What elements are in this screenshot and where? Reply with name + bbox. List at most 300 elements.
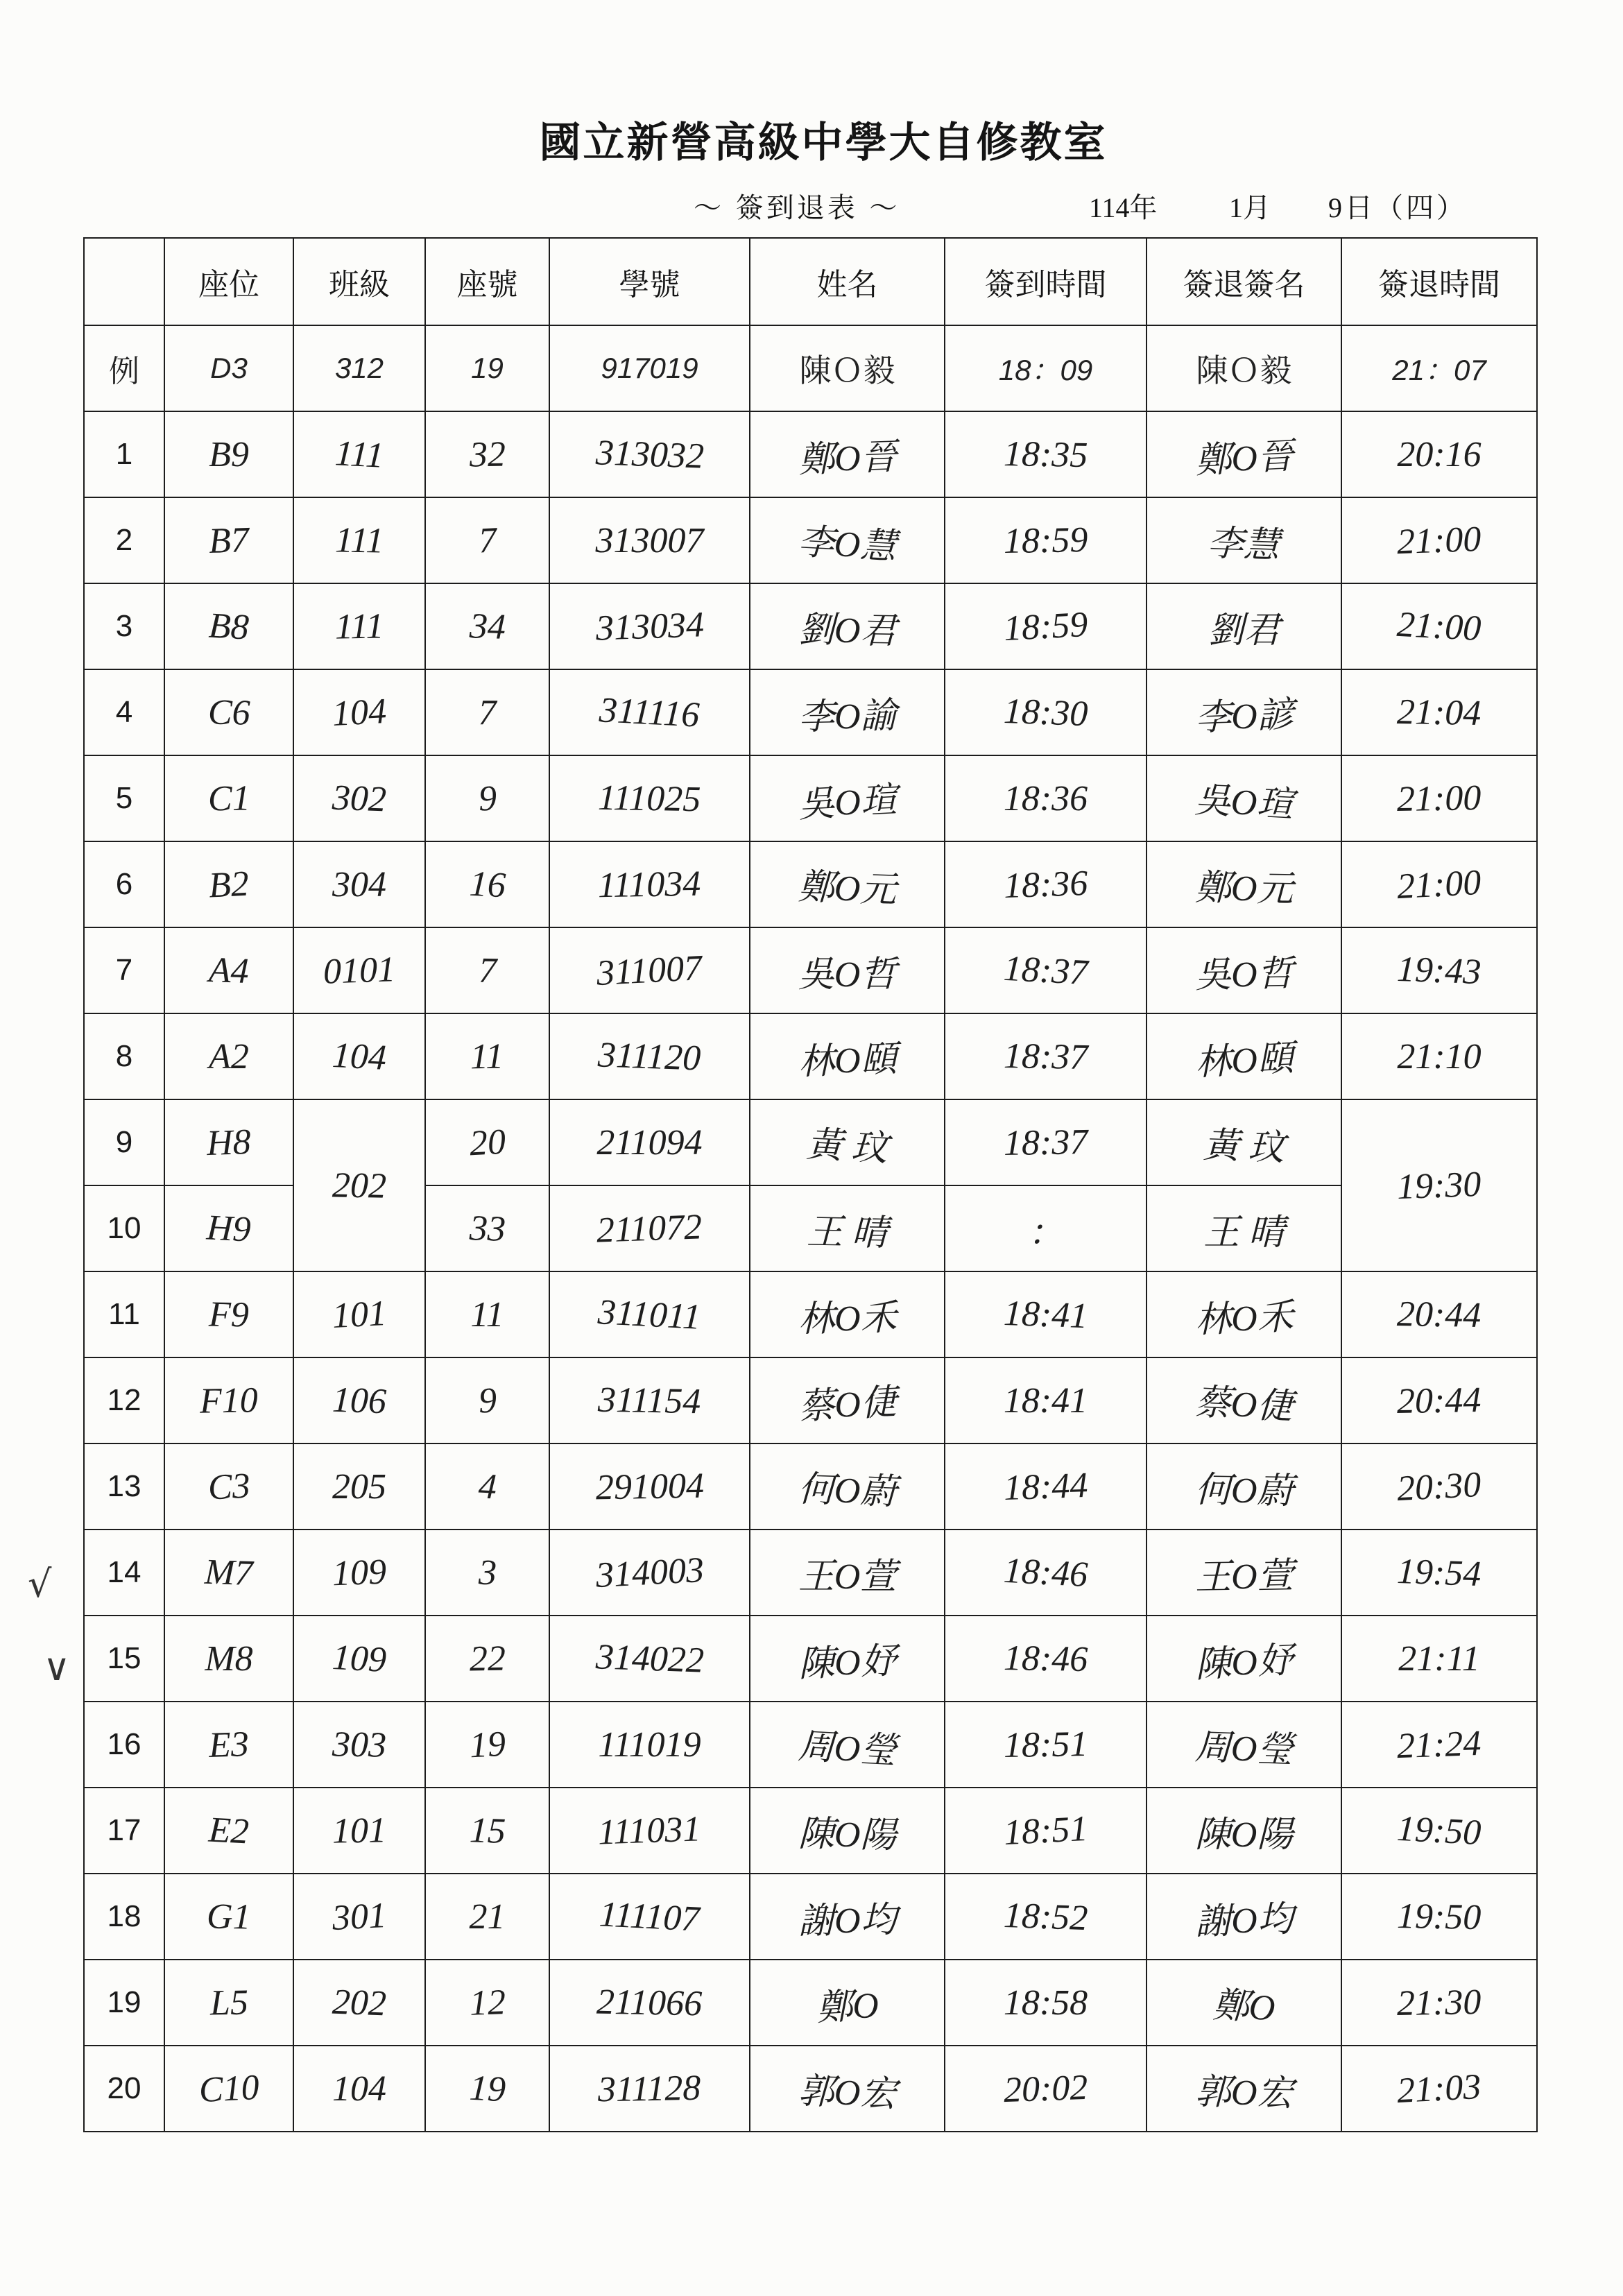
sign-in-time-cell bbox=[945, 2046, 1147, 2132]
table-row bbox=[84, 1530, 1537, 1616]
sign-out-signature-handwriting: 謝O均 bbox=[1194, 1899, 1294, 1942]
seat-handwriting: B2 bbox=[207, 864, 250, 905]
table-row bbox=[84, 1099, 1537, 1185]
student-id-cell bbox=[549, 1443, 750, 1530]
name-cell bbox=[750, 1960, 945, 2046]
table-row bbox=[84, 841, 1537, 927]
seat-handwriting: B8 bbox=[207, 606, 250, 647]
seat-handwriting: M7 bbox=[204, 1552, 254, 1593]
row-number-cell: 12 bbox=[84, 1357, 164, 1443]
student-id-cell bbox=[549, 1530, 750, 1616]
sign-out-signature-cell bbox=[1147, 583, 1341, 669]
table-row bbox=[84, 1874, 1537, 1960]
table-row bbox=[84, 2046, 1537, 2132]
sign-in-time-cell bbox=[945, 1185, 1147, 1271]
class-cell bbox=[293, 497, 425, 583]
sign-in-time-cell bbox=[945, 841, 1147, 927]
seat-cell bbox=[164, 1874, 293, 1960]
sign-out-signature-cell bbox=[1147, 1099, 1341, 1185]
table-row bbox=[84, 1443, 1537, 1530]
class-cell bbox=[293, 1357, 425, 1443]
sign-out-time-handwriting: 21:24 bbox=[1396, 1723, 1482, 1766]
seat-number-handwriting: 7 bbox=[478, 950, 497, 991]
sign-out-time-cell bbox=[1341, 669, 1537, 755]
example-seat: D3 bbox=[164, 325, 293, 411]
seat-number-handwriting: 34 bbox=[468, 606, 506, 647]
name-handwriting: 劉O君 bbox=[798, 610, 897, 651]
sign-in-time-cell bbox=[945, 497, 1147, 583]
student-id-cell bbox=[549, 1874, 750, 1960]
row-number-cell: 14 bbox=[84, 1530, 164, 1616]
class-cell bbox=[293, 1099, 425, 1271]
form-subtitle: ～ 簽到退表 ～ bbox=[694, 192, 900, 224]
table-row bbox=[84, 1616, 1537, 1702]
example-seat-number: 19 bbox=[425, 325, 549, 411]
class-cell bbox=[293, 927, 425, 1013]
student-id-cell bbox=[549, 841, 750, 927]
sign-in-time-handwriting: 18:52 bbox=[1002, 1895, 1089, 1938]
name-handwriting: 王O萱 bbox=[798, 1557, 897, 1597]
example-row bbox=[84, 325, 1537, 411]
sign-out-time-handwriting: 19:50 bbox=[1396, 1896, 1482, 1937]
row-number-cell: 20 bbox=[84, 2046, 164, 2132]
seat-number-cell bbox=[425, 1960, 549, 2046]
sign-out-time-handwriting: 21:00 bbox=[1396, 778, 1482, 819]
seat-cell bbox=[164, 755, 293, 841]
sign-out-signature-handwriting: 李O諺 bbox=[1194, 695, 1294, 738]
class-cell bbox=[293, 1530, 425, 1616]
table-row bbox=[84, 669, 1537, 755]
seat-number-cell bbox=[425, 755, 549, 841]
class-cell bbox=[293, 1013, 425, 1099]
table-row bbox=[84, 1702, 1537, 1788]
seat-number-cell bbox=[425, 2046, 549, 2132]
sign-in-time-cell bbox=[945, 1788, 1147, 1874]
seat-number-cell bbox=[425, 1788, 549, 1874]
student-id-handwriting: 311007 bbox=[596, 948, 703, 993]
sign-out-signature-handwriting: 陳O陽 bbox=[1194, 1815, 1294, 1855]
sign-out-signature-cell bbox=[1147, 1960, 1341, 2046]
sign-out-signature-handwriting: 吳O瑄 bbox=[1194, 780, 1294, 825]
sign-out-signature-handwriting: 林O頤 bbox=[1194, 1038, 1294, 1083]
sign-in-time-handwriting: 18:59 bbox=[1002, 604, 1089, 649]
seat-number-handwriting: 11 bbox=[470, 1036, 505, 1077]
sign-out-signature-handwriting: 王 晴 bbox=[1203, 1213, 1285, 1253]
sign-out-signature-cell bbox=[1147, 1013, 1341, 1099]
sign-in-time-cell bbox=[945, 755, 1147, 841]
table-row bbox=[84, 1271, 1537, 1357]
class-cell bbox=[293, 1960, 425, 2046]
seat-handwriting: F10 bbox=[199, 1380, 259, 1421]
seat-handwriting: C10 bbox=[198, 2067, 260, 2110]
name-handwriting: 鄭O晉 bbox=[797, 437, 898, 480]
header-row-number bbox=[84, 238, 164, 325]
sign-out-signature-handwriting: 鄭O bbox=[1211, 1985, 1276, 2028]
seat-number-cell bbox=[425, 1616, 549, 1702]
name-handwriting: 鄭O元 bbox=[797, 867, 898, 910]
name-handwriting: 何O蔚 bbox=[797, 1469, 898, 1512]
sign-out-time-handwriting: 19:43 bbox=[1396, 949, 1482, 992]
seat-cell bbox=[164, 2046, 293, 2132]
seat-number-handwriting: 9 bbox=[477, 778, 497, 819]
sign-out-time-handwriting: 21:00 bbox=[1396, 519, 1482, 562]
sign-out-signature-cell bbox=[1147, 1271, 1341, 1357]
seat-number-cell bbox=[425, 927, 549, 1013]
student-id-cell bbox=[549, 1013, 750, 1099]
name-handwriting: 黃 玟 bbox=[805, 1124, 889, 1169]
sign-out-time-cell bbox=[1341, 1702, 1537, 1788]
name-handwriting: 林O禾 bbox=[798, 1298, 897, 1339]
sign-in-time-cell bbox=[945, 1702, 1147, 1788]
student-id-handwriting: 311154 bbox=[597, 1380, 702, 1421]
sign-in-time-handwriting: 18:46 bbox=[1003, 1638, 1088, 1679]
sign-in-time-handwriting: ： bbox=[1027, 1212, 1065, 1253]
seat-handwriting: C6 bbox=[207, 692, 250, 733]
student-id-handwriting: 311011 bbox=[596, 1292, 703, 1337]
row-number-cell: 16 bbox=[84, 1702, 164, 1788]
seat-number-cell bbox=[425, 1099, 549, 1185]
sign-in-time-handwriting: 18:51 bbox=[1003, 1724, 1088, 1765]
name-cell bbox=[750, 669, 945, 755]
student-id-cell bbox=[549, 1357, 750, 1443]
name-handwriting: 鄭O bbox=[815, 1985, 880, 2028]
student-id-handwriting: 111031 bbox=[597, 1808, 702, 1853]
header-row bbox=[84, 238, 1537, 325]
name-cell bbox=[750, 755, 945, 841]
sign-out-time-cell bbox=[1341, 1271, 1537, 1357]
name-cell bbox=[750, 1702, 945, 1788]
class-handwriting: 303 bbox=[332, 1724, 387, 1765]
seat-handwriting: G1 bbox=[206, 1896, 252, 1937]
seat-number-handwriting: 3 bbox=[478, 1552, 497, 1593]
student-id-handwriting: 311116 bbox=[598, 689, 701, 735]
seat-handwriting: E2 bbox=[207, 1810, 250, 1851]
seat-number-handwriting: 19 bbox=[468, 1724, 506, 1765]
class-handwriting: 205 bbox=[332, 1466, 386, 1507]
name-handwriting: 林O頤 bbox=[797, 1039, 898, 1082]
sign-out-signature-handwriting: 何O蔚 bbox=[1194, 1470, 1294, 1511]
sign-out-signature-cell bbox=[1147, 1443, 1341, 1530]
name-handwriting: 陳O妤 bbox=[797, 1641, 898, 1684]
seat-cell bbox=[164, 1616, 293, 1702]
student-id-handwriting: 211094 bbox=[596, 1122, 703, 1163]
sign-in-time-handwriting: 18:37 bbox=[1003, 1122, 1088, 1163]
sign-out-time-handwriting: 20:16 bbox=[1397, 434, 1482, 474]
sign-in-time-handwriting: 20:02 bbox=[1002, 2067, 1089, 2110]
sign-out-signature-cell bbox=[1147, 1616, 1341, 1702]
class-cell bbox=[293, 583, 425, 669]
name-handwriting: 蔡O倢 bbox=[797, 1382, 898, 1428]
seat-handwriting: H8 bbox=[206, 1122, 252, 1163]
sign-out-time-handwriting: 19:30 bbox=[1396, 1164, 1482, 1207]
row-number-cell: 10 bbox=[84, 1185, 164, 1271]
sign-in-time-cell bbox=[945, 1271, 1147, 1357]
sign-in-time-cell bbox=[945, 927, 1147, 1013]
example-name: 陳Ｏ毅 bbox=[750, 325, 945, 411]
sign-out-time-handwriting: 21:11 bbox=[1398, 1638, 1480, 1679]
name-cell bbox=[750, 1185, 945, 1271]
seat-cell bbox=[164, 1702, 293, 1788]
sign-out-signature-handwriting: 王O萱 bbox=[1194, 1556, 1294, 1597]
name-handwriting: 謝O均 bbox=[798, 1900, 897, 1942]
student-id-cell bbox=[549, 1702, 750, 1788]
student-id-cell bbox=[549, 583, 750, 669]
name-cell bbox=[750, 1530, 945, 1616]
sign-in-time-handwriting: 18:51 bbox=[1002, 1808, 1089, 1853]
seat-number-handwriting: 4 bbox=[477, 1466, 497, 1507]
sign-out-time-cell bbox=[1341, 1960, 1537, 2046]
sign-out-time-cell bbox=[1341, 1099, 1537, 1271]
sign-out-time-handwriting: 19:54 bbox=[1396, 1551, 1482, 1594]
sign-out-signature-handwriting: 周O瑩 bbox=[1194, 1727, 1294, 1770]
sign-out-signature-cell bbox=[1147, 927, 1341, 1013]
seat-number-handwriting: 11 bbox=[470, 1294, 504, 1335]
name-cell bbox=[750, 1271, 945, 1357]
student-id-cell bbox=[549, 497, 750, 583]
sign-out-signature-cell bbox=[1147, 2046, 1341, 2132]
sign-in-time-handwriting: 18:30 bbox=[1002, 691, 1089, 734]
seat-number-cell bbox=[425, 583, 549, 669]
table-row bbox=[84, 411, 1537, 497]
row-number-cell: 9 bbox=[84, 1099, 164, 1185]
sign-out-time-cell bbox=[1341, 927, 1537, 1013]
name-handwriting: 陳O陽 bbox=[798, 1814, 897, 1856]
row-number-cell: 15 bbox=[84, 1616, 164, 1702]
example-sign-in-time: 18：09 bbox=[945, 325, 1147, 411]
sign-out-time-cell bbox=[1341, 2046, 1537, 2132]
example-sign-out-signature: 陳Ｏ毅 bbox=[1147, 325, 1341, 411]
seat-number-cell bbox=[425, 1357, 549, 1443]
sign-out-time-cell bbox=[1341, 583, 1537, 669]
student-id-handwriting: 314022 bbox=[594, 1636, 705, 1681]
seat-cell bbox=[164, 1443, 293, 1530]
student-id-cell bbox=[549, 1099, 750, 1185]
student-id-handwriting: 314003 bbox=[594, 1550, 705, 1595]
name-cell bbox=[750, 1013, 945, 1099]
class-cell bbox=[293, 1271, 425, 1357]
sign-in-time-cell bbox=[945, 1874, 1147, 1960]
student-id-handwriting: 311120 bbox=[597, 1034, 702, 1079]
seat-handwriting: A2 bbox=[209, 1036, 249, 1077]
sign-out-signature-handwriting: 鄭O晉 bbox=[1194, 436, 1294, 481]
class-cell bbox=[293, 2046, 425, 2132]
class-handwriting: 111 bbox=[334, 520, 384, 561]
class-cell bbox=[293, 1788, 425, 1874]
class-cell bbox=[293, 411, 425, 497]
class-handwriting: 304 bbox=[332, 864, 386, 905]
header-seat-number: 座號 bbox=[425, 238, 549, 325]
seat-number-cell bbox=[425, 1530, 549, 1616]
class-cell bbox=[293, 1616, 425, 1702]
seat-cell bbox=[164, 927, 293, 1013]
example-student-id: 917019 bbox=[549, 325, 750, 411]
student-id-handwriting: 111025 bbox=[597, 778, 702, 819]
class-cell bbox=[293, 1702, 425, 1788]
seat-cell bbox=[164, 1960, 293, 2046]
seat-number-handwriting: 33 bbox=[468, 1208, 506, 1249]
sign-out-time-cell bbox=[1341, 841, 1537, 927]
table-row bbox=[84, 1357, 1537, 1443]
check-mark-row-15: ∨ bbox=[43, 1645, 71, 1689]
name-handwriting: 周O瑩 bbox=[797, 1726, 898, 1772]
seat-number-handwriting: 20 bbox=[468, 1122, 506, 1163]
seat-number-handwriting: 16 bbox=[468, 864, 506, 905]
name-cell bbox=[750, 497, 945, 583]
class-cell bbox=[293, 1874, 425, 1960]
class-handwriting: 0101 bbox=[323, 949, 396, 992]
name-cell bbox=[750, 1874, 945, 1960]
table-row bbox=[84, 1788, 1537, 1874]
sign-in-time-handwriting: 18:35 bbox=[1003, 434, 1088, 475]
row-number-cell: 4 bbox=[84, 669, 164, 755]
sign-out-signature-cell bbox=[1147, 1530, 1341, 1616]
class-handwriting: 202 bbox=[332, 1165, 387, 1206]
class-handwriting: 104 bbox=[331, 1035, 388, 1078]
seat-handwriting: M8 bbox=[205, 1638, 253, 1679]
name-handwriting: 吳O瑄 bbox=[797, 780, 898, 825]
row-number-cell: 7 bbox=[84, 927, 164, 1013]
sign-out-signature-handwriting: 黃 玟 bbox=[1202, 1125, 1285, 1168]
sign-out-signature-handwriting: 蔡O倢 bbox=[1194, 1382, 1294, 1428]
class-handwriting: 111 bbox=[334, 433, 385, 476]
header-seat: 座位 bbox=[164, 238, 293, 325]
header-sign-out-signature: 簽退簽名 bbox=[1147, 238, 1341, 325]
row-number-cell: 18 bbox=[84, 1874, 164, 1960]
sign-in-time-cell bbox=[945, 583, 1147, 669]
seat-number-handwriting: 22 bbox=[469, 1638, 506, 1679]
seat-cell bbox=[164, 1271, 293, 1357]
student-id-handwriting: 111107 bbox=[598, 1894, 701, 1939]
sign-out-signature-cell bbox=[1147, 1702, 1341, 1788]
seat-number-handwriting: 12 bbox=[468, 1982, 506, 2023]
sign-out-signature-handwriting: 李慧 bbox=[1207, 523, 1281, 566]
table-row bbox=[84, 1960, 1537, 2046]
seat-number-cell bbox=[425, 669, 549, 755]
sign-out-signature-cell bbox=[1147, 411, 1341, 497]
sign-out-signature-cell bbox=[1147, 841, 1341, 927]
document-title: 國立新營高級中學大自修教室 bbox=[539, 119, 1108, 167]
sign-out-signature-handwriting: 鄭O元 bbox=[1194, 868, 1294, 909]
name-cell bbox=[750, 1099, 945, 1185]
row-number-cell: 2 bbox=[84, 497, 164, 583]
seat-handwriting: H9 bbox=[205, 1207, 252, 1250]
seat-number-cell bbox=[425, 1271, 549, 1357]
table-row bbox=[84, 497, 1537, 583]
row-number-cell: 6 bbox=[84, 841, 164, 927]
class-handwriting: 101 bbox=[332, 1810, 387, 1851]
student-id-handwriting: 211066 bbox=[596, 1982, 703, 2023]
example-label: 例 bbox=[84, 325, 164, 411]
seat-handwriting: E3 bbox=[208, 1724, 250, 1765]
sign-in-out-table bbox=[83, 237, 1538, 2132]
seat-number-cell bbox=[425, 841, 549, 927]
seat-number-cell bbox=[425, 1443, 549, 1530]
example-sign-out-time: 21：07 bbox=[1341, 325, 1537, 411]
sign-out-time-handwriting: 19:50 bbox=[1396, 1808, 1483, 1853]
sign-out-time-handwriting: 21:04 bbox=[1396, 692, 1482, 733]
student-id-cell bbox=[549, 669, 750, 755]
student-id-cell bbox=[549, 1960, 750, 2046]
class-handwriting: 106 bbox=[332, 1380, 387, 1421]
seat-cell bbox=[164, 1357, 293, 1443]
sign-in-time-cell bbox=[945, 1357, 1147, 1443]
date-month: 1月 bbox=[1229, 192, 1271, 223]
class-handwriting: 109 bbox=[332, 1552, 387, 1593]
row-number-cell: 19 bbox=[84, 1960, 164, 2046]
seat-handwriting: F9 bbox=[208, 1294, 250, 1335]
header-name: 姓名 bbox=[750, 238, 945, 325]
student-id-cell bbox=[549, 1616, 750, 1702]
sign-out-signature-handwriting: 吳O哲 bbox=[1194, 954, 1294, 995]
name-handwriting: 李O諭 bbox=[798, 696, 897, 737]
row-number-cell: 17 bbox=[84, 1788, 164, 1874]
sign-out-time-cell bbox=[1341, 1788, 1537, 1874]
seat-number-cell bbox=[425, 1185, 549, 1271]
class-handwriting: 111 bbox=[334, 606, 384, 647]
seat-number-handwriting: 7 bbox=[478, 692, 497, 733]
student-id-cell bbox=[549, 1185, 750, 1271]
sign-in-time-handwriting: 18:41 bbox=[1003, 1380, 1088, 1421]
student-id-cell bbox=[549, 1788, 750, 1874]
seat-number-handwriting: 21 bbox=[469, 1896, 506, 1937]
header-sign-in-time: 簽到時間 bbox=[945, 238, 1147, 325]
sign-out-time-handwriting: 21:00 bbox=[1396, 862, 1483, 907]
table-row bbox=[84, 755, 1537, 841]
seat-number-cell bbox=[425, 497, 549, 583]
name-cell bbox=[750, 1616, 945, 1702]
name-cell bbox=[750, 1443, 945, 1530]
table-row bbox=[84, 583, 1537, 669]
sign-out-time-cell bbox=[1341, 1874, 1537, 1960]
example-class: 312 bbox=[293, 325, 425, 411]
sign-out-signature-cell bbox=[1147, 669, 1341, 755]
row-number-cell: 5 bbox=[84, 755, 164, 841]
sign-out-time-cell bbox=[1341, 755, 1537, 841]
student-id-handwriting: 313007 bbox=[595, 520, 704, 560]
sign-out-time-cell bbox=[1341, 1616, 1537, 1702]
sign-out-signature-cell bbox=[1147, 755, 1341, 841]
seat-cell bbox=[164, 841, 293, 927]
seat-handwriting: A4 bbox=[208, 950, 250, 991]
sign-in-time-cell bbox=[945, 1013, 1147, 1099]
seat-number-handwriting: 9 bbox=[477, 1380, 497, 1421]
seat-cell bbox=[164, 1788, 293, 1874]
class-handwriting: 302 bbox=[332, 778, 387, 819]
row-number-cell: 3 bbox=[84, 583, 164, 669]
sign-out-signature-cell bbox=[1147, 497, 1341, 583]
class-cell bbox=[293, 841, 425, 927]
seat-cell bbox=[164, 583, 293, 669]
student-id-handwriting: 311128 bbox=[597, 2068, 702, 2109]
sign-in-time-cell bbox=[945, 1530, 1147, 1616]
seat-number-handwriting: 15 bbox=[468, 1810, 506, 1851]
header-class: 班級 bbox=[293, 238, 425, 325]
date-year: 114年 bbox=[1089, 192, 1158, 223]
name-cell bbox=[750, 2046, 945, 2132]
sign-out-time-handwriting: 20:44 bbox=[1396, 1294, 1482, 1335]
name-cell bbox=[750, 1357, 945, 1443]
table-row bbox=[84, 1013, 1537, 1099]
seat-number-cell bbox=[425, 1702, 549, 1788]
sign-in-time-handwriting: 18:59 bbox=[1003, 520, 1088, 561]
name-handwriting: 王 晴 bbox=[806, 1212, 888, 1253]
table-row bbox=[84, 927, 1537, 1013]
name-cell bbox=[750, 583, 945, 669]
student-id-handwriting: 313034 bbox=[594, 604, 705, 649]
sign-out-time-cell bbox=[1341, 1530, 1537, 1616]
sign-out-signature-cell bbox=[1147, 1185, 1341, 1271]
class-cell bbox=[293, 755, 425, 841]
